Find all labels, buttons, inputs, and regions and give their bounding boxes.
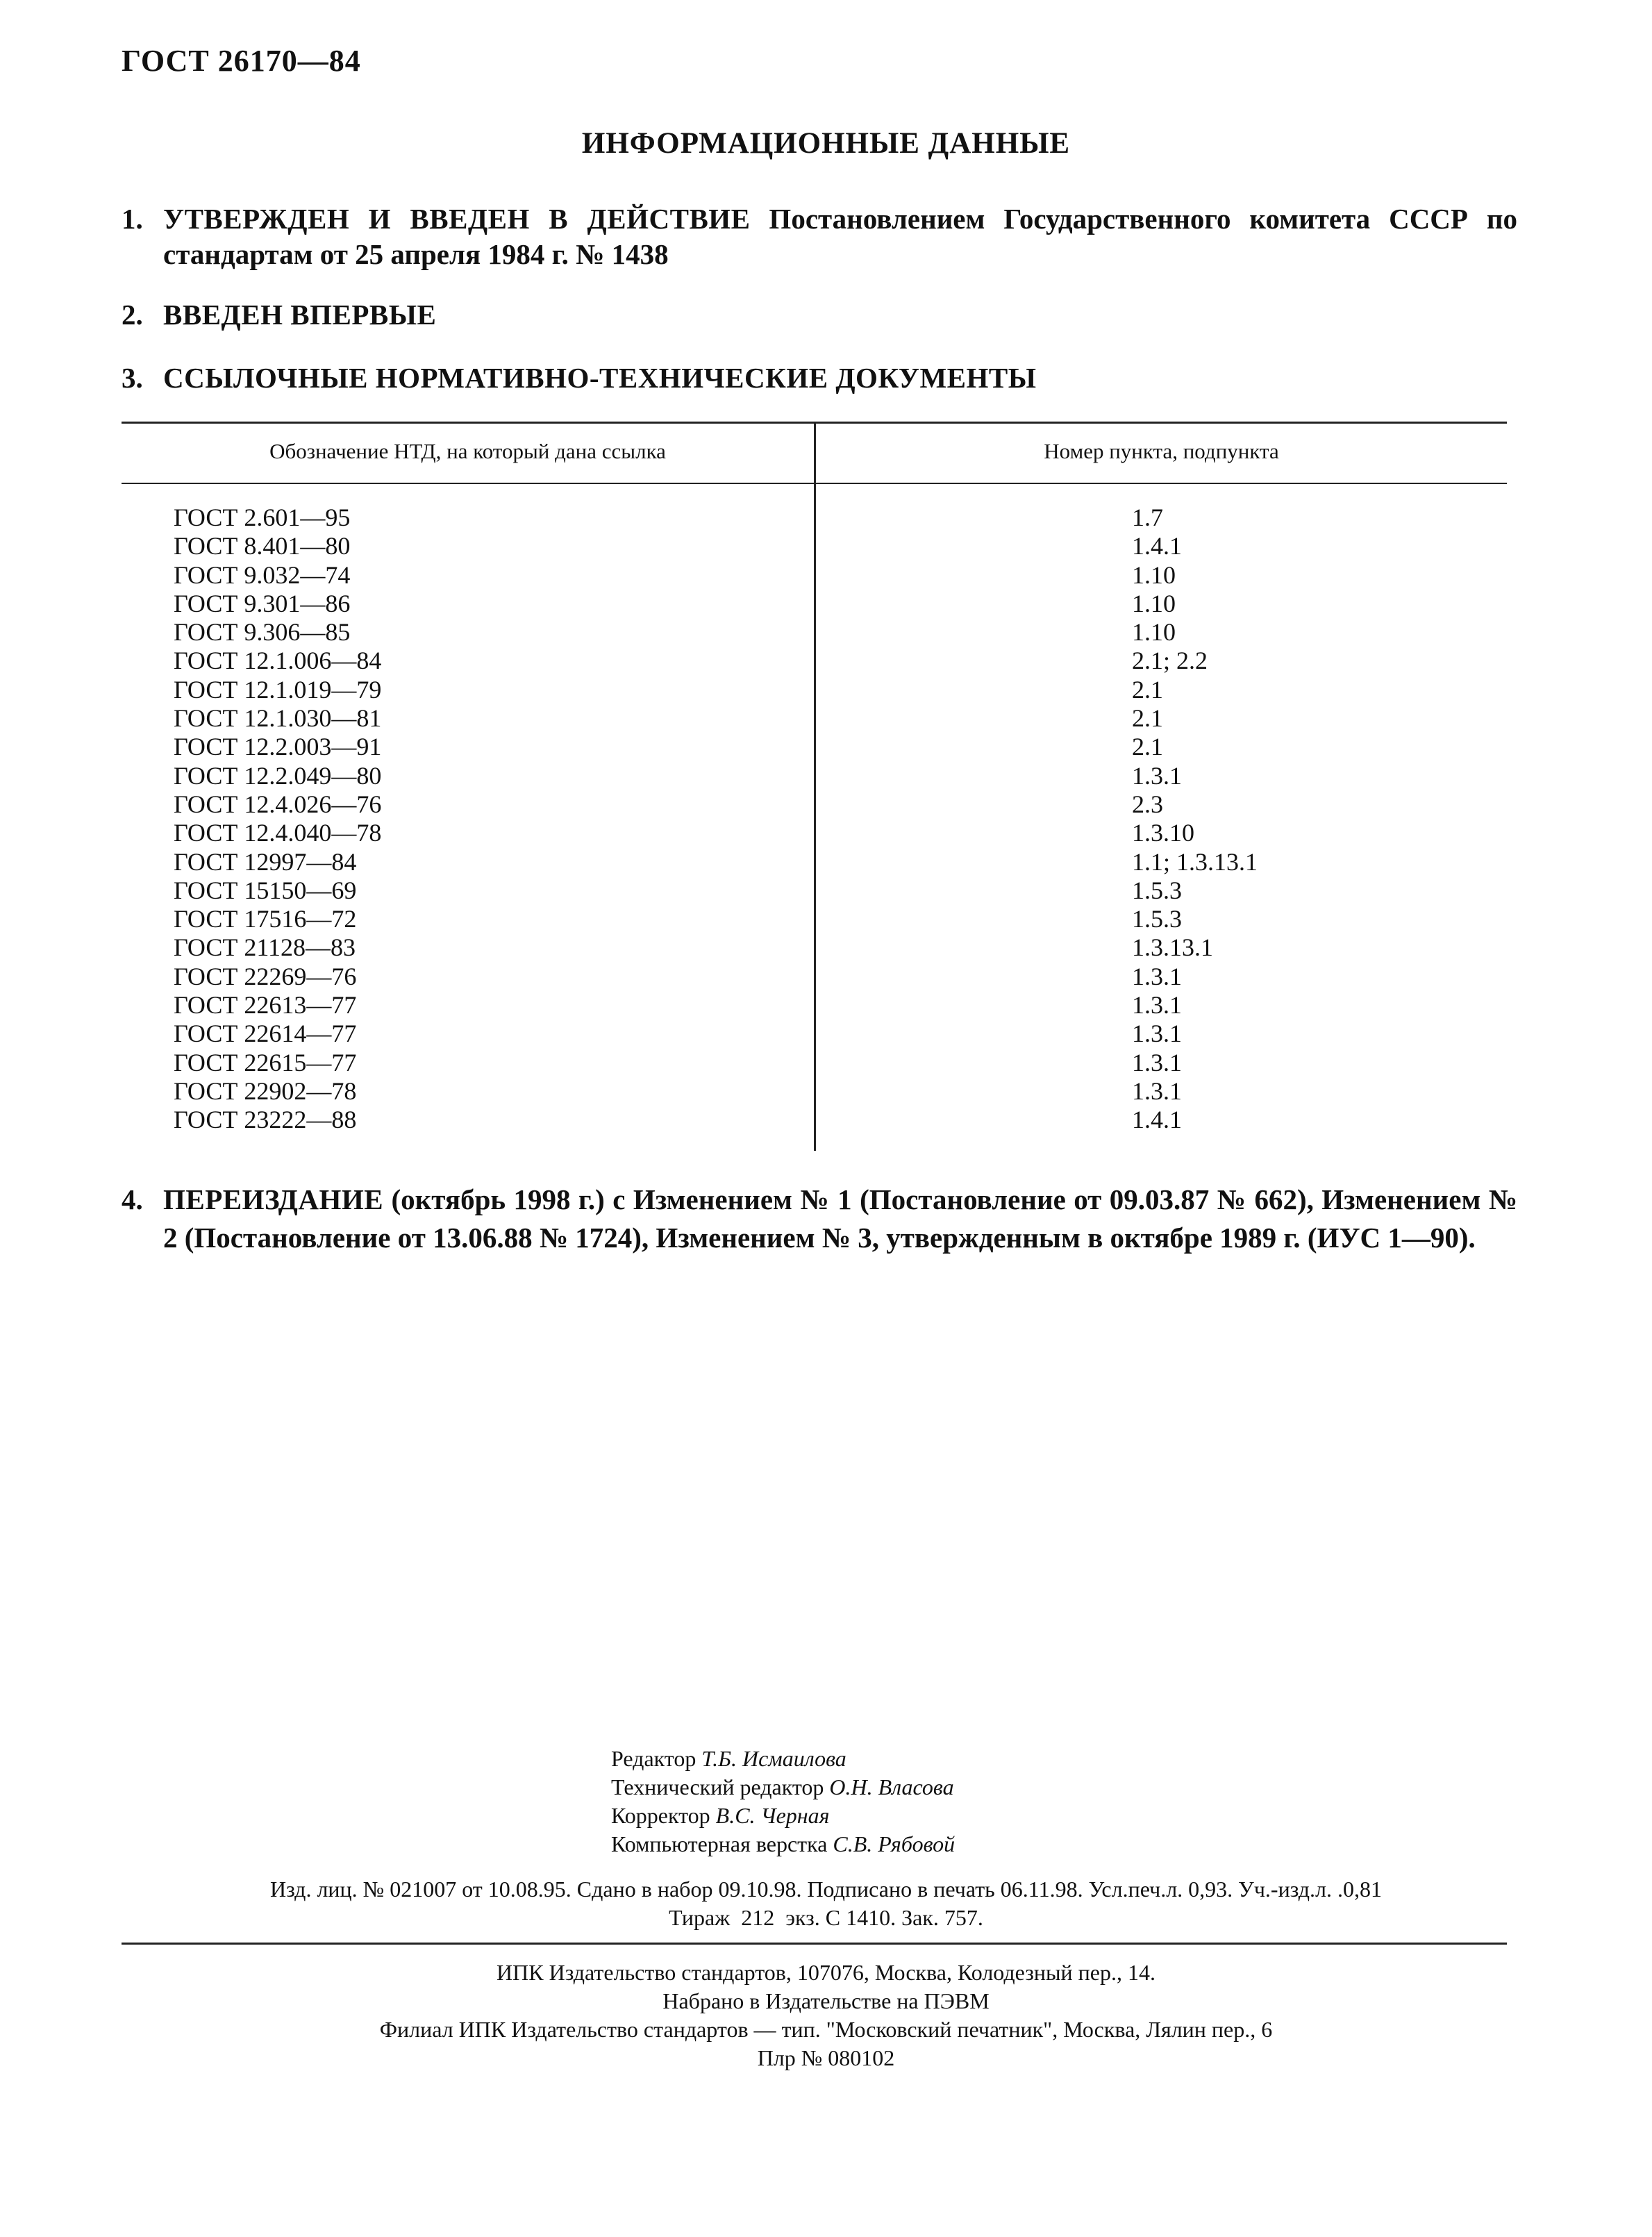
item-number: 1.	[122, 203, 143, 235]
info-item-2	[122, 297, 1517, 333]
table-row: ГОСТ 12997—84	[174, 847, 357, 876]
credit-role: Компьютерная верстка	[611, 1831, 828, 1856]
table-row: ГОСТ 22269—76	[174, 962, 357, 990]
table-cell-clause: 2.1	[1132, 704, 1163, 733]
item-text: (октябрь 1998 г.) с Изменением № 1 (Постановление от 09.03.87 № 662), Изменением № 2 (Постановление от 13.06.88 № 1724), Изменением № 3, утвержденным в октябре 1989 г. (ИУС 1—90).	[163, 1183, 1517, 1254]
item-number: 4.	[122, 1183, 143, 1215]
table-row: ГОСТ 2.601—95	[174, 504, 351, 531]
table-row: ГОСТ 22615—77	[174, 1048, 357, 1076]
credit-role: Корректор	[611, 1803, 710, 1828]
table-row: ГОСТ 9.306—85	[174, 618, 351, 647]
table-column-divider	[814, 422, 816, 1151]
table-row: ГОСТ 9.301—86	[174, 589, 351, 617]
credit-tech-editor	[611, 1773, 955, 1802]
table-header-designation: Обозначение НТД, на который дана ссылка	[269, 439, 666, 463]
table-row: ГОСТ 21128—83	[174, 933, 356, 962]
table-column-clauses	[1132, 504, 1258, 1135]
table-cell-clause: 1.3.1	[1132, 761, 1182, 790]
credit-role: Редактор	[611, 1746, 696, 1771]
item-body	[163, 1181, 1517, 1257]
publication-line: Тираж 212 экз. С 1410. Зак. 757.	[669, 1905, 983, 1930]
item-caps: ВВЕДЕН ВПЕРВЫЕ	[163, 299, 437, 331]
credit-editor	[611, 1745, 955, 1773]
credit-name: В.С. Черная	[715, 1803, 830, 1828]
table-cell-clause: 1.3.1	[1132, 991, 1182, 1020]
table-row: ГОСТ 23222—88	[174, 1106, 357, 1134]
table-cell-clause: 1.4.1	[1132, 532, 1182, 560]
table-cell-clause: 1.5.3	[1132, 876, 1182, 904]
item-body	[163, 360, 1517, 396]
info-item-1	[122, 201, 1517, 272]
item-text: Постановлением Государственного комитета СССР по стандартам от 25 апреля 1984 г. № 1438	[163, 203, 1517, 270]
table-cell-clause: 2.1	[1132, 733, 1163, 761]
table-row: ГОСТ 8.401—80	[174, 532, 351, 560]
table-cell-clause: 1.3.1	[1132, 1076, 1182, 1105]
table-cell-clause: 1.10	[1132, 618, 1176, 647]
item-caps: УТВЕРЖДЕН И ВВЕДЕН В ДЕЙСТВИЕ	[163, 203, 751, 235]
publisher-footer	[0, 1959, 1652, 2072]
table-cell-clause: 1.5.3	[1132, 905, 1182, 933]
credits-block	[611, 1745, 955, 1858]
table-cell-clause: 1.3.1	[1132, 1020, 1182, 1048]
table-row: ГОСТ 22902—78	[174, 1076, 357, 1105]
credit-name: С.В. Рябовой	[833, 1831, 956, 1856]
table-cell-clause: 1.3.1	[1132, 962, 1182, 990]
item-body	[163, 201, 1517, 272]
table-row: ГОСТ 12.1.030—81	[174, 704, 382, 733]
table-row: ГОСТ 22613—77	[174, 991, 357, 1020]
credit-proofreader	[611, 1802, 955, 1830]
table-row: ГОСТ 15150—69	[174, 876, 357, 904]
table-row: ГОСТ 12.4.026—76	[174, 790, 382, 818]
item-number: 3.	[122, 362, 143, 394]
table-row: ГОСТ 22614—77	[174, 1020, 357, 1048]
table-row: ГОСТ 17516—72	[174, 905, 357, 933]
table-cell-clause: 1.7	[1132, 504, 1163, 531]
table-row: ГОСТ 12.1.006—84	[174, 647, 382, 675]
table-row: ГОСТ 12.1.019—79	[174, 675, 382, 704]
footer-line: Филиал ИПК Издательство стандартов — тип. "Московский печатник", Москва, Лялин пер., 6	[379, 2017, 1273, 2042]
footer-line: Плр № 080102	[757, 2045, 895, 2070]
publication-info	[0, 1875, 1652, 1932]
item-caps: ССЫЛОЧНЫЕ НОРМАТИВНО-ТЕХНИЧЕСКИЕ ДОКУМЕНТЫ	[163, 362, 1037, 394]
footer-line: ИПК Издательство стандартов, 107076, Москва, Колодезный пер., 14.	[497, 1960, 1155, 1985]
footer-rule	[122, 1943, 1507, 1945]
info-item-4	[122, 1181, 1517, 1257]
table-header-clause: Номер пункта, подпункта	[1044, 439, 1279, 463]
table-cell-clause: 1.3.10	[1132, 819, 1194, 847]
credit-name: О.Н. Власова	[829, 1774, 954, 1799]
item-body	[163, 297, 1517, 333]
footer-line: Набрано в Издательстве на ПЭВМ	[662, 1988, 990, 2013]
table-cell-clause: 1.1; 1.3.13.1	[1132, 847, 1258, 876]
table-cell-clause: 2.1; 2.2	[1132, 647, 1208, 675]
publication-line: Изд. лиц. № 021007 от 10.08.95. Сдано в набор 09.10.98. Подписано в печать 06.11.98. Усл.печ.л. 0,93. Уч.-изд.л. .0,81	[270, 1877, 1382, 1902]
table-column-designations	[174, 504, 381, 1135]
table-cell-clause: 1.3.1	[1132, 1048, 1182, 1076]
info-section-title: ИНФОРМАЦИОННЫЕ ДАННЫЕ	[581, 127, 1071, 160]
table-row: ГОСТ 12.2.049—80	[174, 761, 382, 790]
credit-role: Технический редактор	[611, 1774, 824, 1799]
credit-name: Т.Б. Исмаилова	[701, 1746, 846, 1771]
table-cell-clause: 1.10	[1132, 560, 1176, 589]
document-code: ГОСТ 26170—84	[122, 44, 361, 78]
credit-layout	[611, 1830, 955, 1858]
table-row: ГОСТ 12.4.040—78	[174, 819, 382, 847]
table-cell-clause: 2.1	[1132, 675, 1163, 704]
table-cell-clause: 1.10	[1132, 589, 1176, 617]
table-row: ГОСТ 9.032—74	[174, 560, 351, 589]
table-cell-clause: 1.4.1	[1132, 1106, 1182, 1134]
table-cell-clause: 2.3	[1132, 790, 1163, 818]
item-caps: ПЕРЕИЗДАНИЕ	[163, 1183, 384, 1215]
info-item-3	[122, 360, 1517, 396]
table-row: ГОСТ 12.2.003—91	[174, 733, 382, 761]
item-number: 2.	[122, 299, 143, 331]
table-cell-clause: 1.3.13.1	[1132, 933, 1213, 962]
